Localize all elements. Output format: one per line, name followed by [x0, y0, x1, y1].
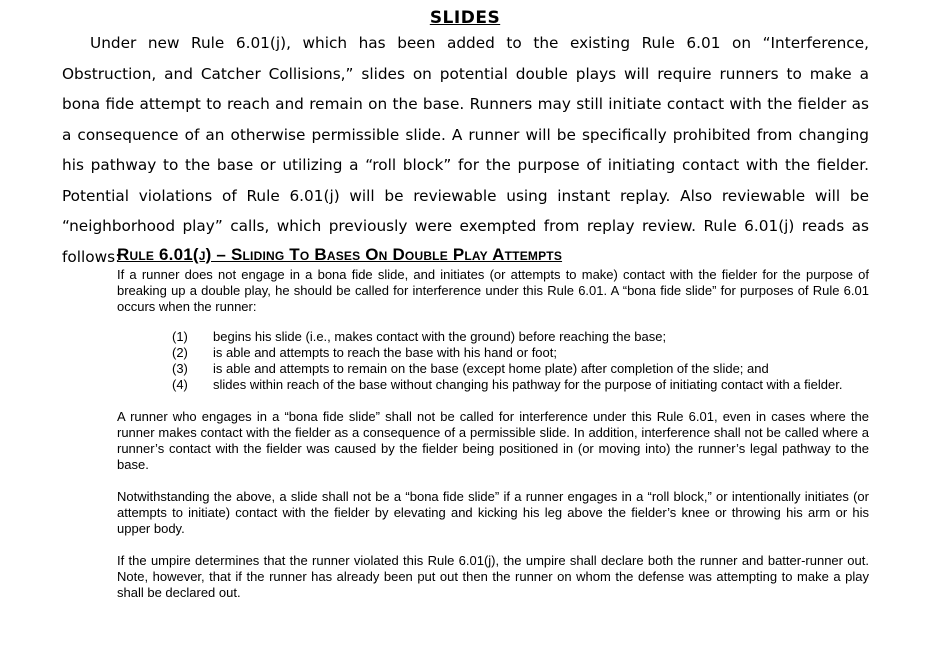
rule-paragraph-2: A runner who engages in a “bona fide slide” shall not be called for interference under this Rule 6.01, even in cases where the runner makes contact with the fielder as a consequence of a permissible slide. In addition, interference shall not be called where a runner’s contact with the fielder was caused by the fielder being positioned in (or moving into) the runner’s legal pathway to the base.	[117, 409, 869, 472]
list-item-number: (4)	[172, 377, 188, 392]
list-item-text: slides within reach of the base without changing his pathway for the purpose of initiating contact with a fielder.	[213, 377, 843, 392]
list-item-number: (2)	[172, 345, 188, 360]
rule-paragraph-1: If a runner does not engage in a bona fide slide, and initiates (or attempts to make) contact with the fielder for the purpose of breaking up a double play, he should be called for interference under this Rule 6.01. A “bona fide slide” for purposes of Rule 6.01 occurs when the runner:	[117, 267, 869, 314]
list-item	[117, 329, 869, 345]
list-item-number: (1)	[172, 329, 188, 344]
list-item	[117, 345, 869, 361]
list-item	[117, 377, 869, 393]
list-item-number: (3)	[172, 361, 188, 376]
intro-paragraph: Under new Rule 6.01(j), which has been added to the existing Rule 6.01 on “Interference, Obstruction, and Catcher Collisions,” slides on potential double plays will require runners to make a bona fide attempt to reach and remain on the base. Runners may still initiate contact with the fielder as a consequence of an otherwise permissible slide. A runner will be specifically prohibited from changing his pathway to the base or utilizing a “roll block” for the purpose of initiating contact with the fielder. Potential violations of Rule 6.01(j) will be reviewable using instant replay. Also reviewable will be “neighborhood play” calls, which previously were exempted from replay review. Rule 6.01(j) reads as follows:	[62, 34, 869, 266]
list-item-text: is able and attempts to reach the base with his hand or foot;	[213, 345, 557, 360]
rule-criteria-list	[117, 329, 869, 393]
document-title: SLIDES	[429, 8, 501, 28]
rule-section	[117, 244, 869, 601]
list-item-text: begins his slide (i.e., makes contact with the ground) before reaching the base;	[213, 329, 667, 344]
list-item-text: is able and attempts to remain on the base (except home plate) after completion of the slide; and	[213, 361, 769, 376]
list-item	[117, 361, 869, 377]
rule-paragraph-4: If the umpire determines that the runner violated this Rule 6.01(j), the umpire shall declare both the runner and batter-runner out. Note, however, that if the runner has already been put out then the runner on whom the defense was attempting to make a play shall be declared out.	[117, 553, 869, 600]
rule-paragraph-3: Notwithstanding the above, a slide shall not be a “bona fide slide” if a runner engages in a “roll block,” or intentionally initiates (or attempts to initiate) contact with the fielder by elevating and kicking his leg above the fielder’s knee or throwing his arm or his upper body.	[117, 489, 869, 536]
rule-heading: Rule 6.01(j) – Sliding To Bases On Double Play Attempts	[117, 245, 563, 264]
